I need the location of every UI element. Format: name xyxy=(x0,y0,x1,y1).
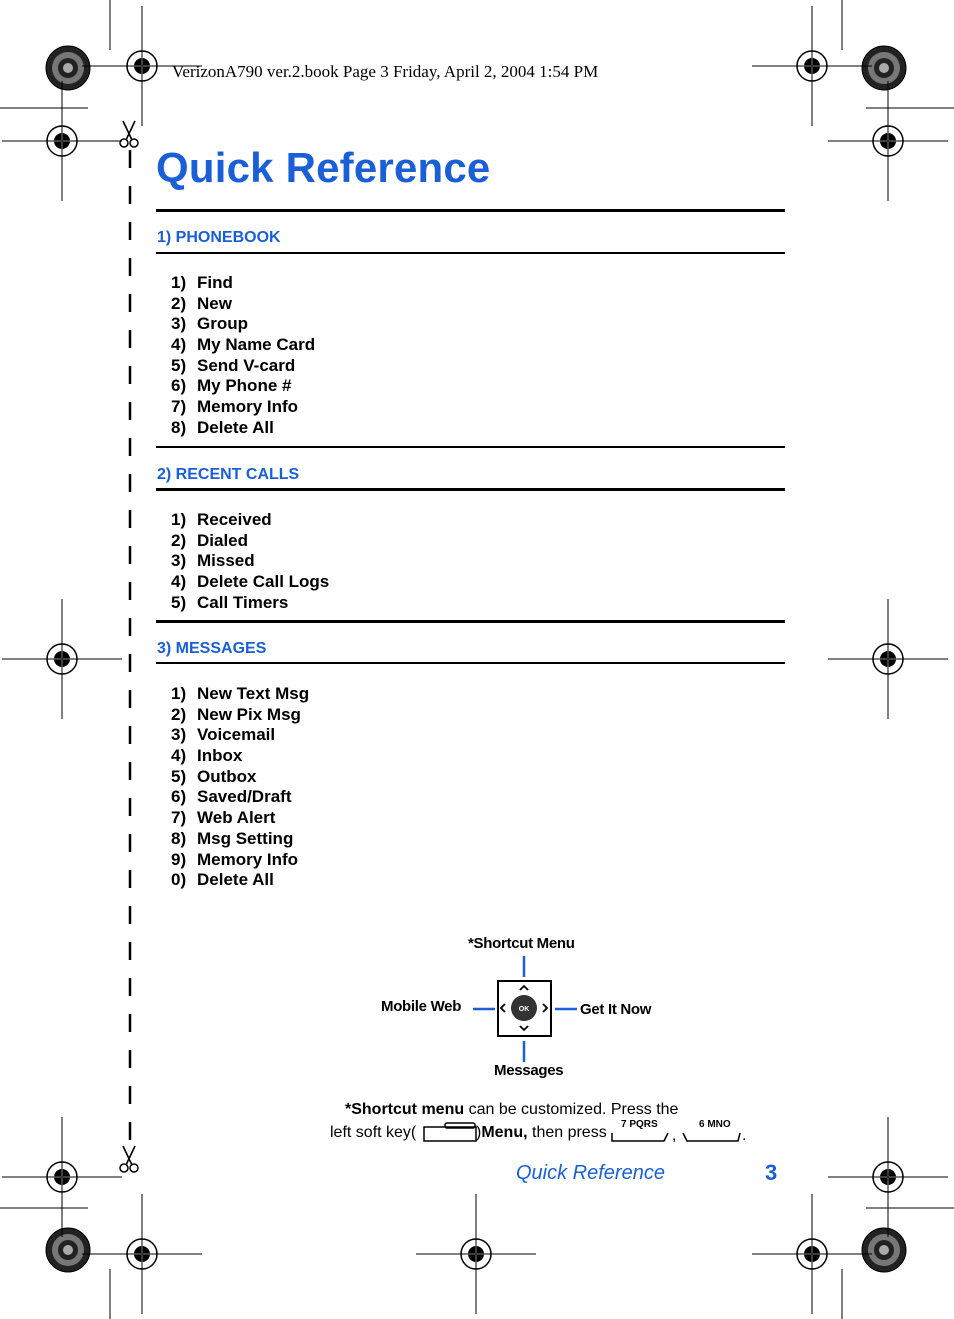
list-item: 4) Delete Call Logs xyxy=(171,572,330,592)
list-item: 2) Dialed xyxy=(171,530,249,550)
list-item: 9) Memory Info xyxy=(171,849,299,869)
mobile-web-label: Mobile Web xyxy=(381,998,462,1015)
list-item: 5) Outbox xyxy=(171,766,257,786)
list-item: 2) New Pix Msg xyxy=(171,704,301,724)
section-title-phonebook: 1) PHONEBOOK xyxy=(157,229,281,246)
shortcut-note-line2b: )Menu, then press xyxy=(476,1124,607,1141)
list-item: 5) Send V-card xyxy=(171,355,296,375)
list-item: 3) Missed xyxy=(171,551,255,571)
key-7-icon xyxy=(612,1133,668,1141)
navigation-key-diagram xyxy=(473,956,577,1062)
registration-mark-icon xyxy=(828,599,948,719)
list-item: 8) Msg Setting xyxy=(171,828,294,848)
registration-mark-icon xyxy=(752,6,872,126)
registration-mark-icon xyxy=(2,81,122,201)
registration-mark-icon xyxy=(416,1194,536,1314)
shortcut-note-line1: *Shortcut menu can be customized. Press the xyxy=(345,1101,679,1118)
list-item: 8) Delete All xyxy=(171,417,274,437)
key-7-label: 7 PQRS xyxy=(621,1119,658,1130)
registration-mark-icon xyxy=(828,81,948,201)
registration-mark-icon xyxy=(828,1117,948,1237)
starburst-target-icon xyxy=(862,46,906,90)
registration-mark-icon xyxy=(2,1117,122,1237)
list-item: 6) Saved/Draft xyxy=(171,787,292,807)
note-end: . xyxy=(742,1127,747,1144)
page-title: Quick Reference xyxy=(156,144,491,191)
section-title-messages: 3) MESSAGES xyxy=(157,640,267,657)
left-soft-key-icon xyxy=(424,1123,476,1141)
list-item: 4) Inbox xyxy=(171,746,243,766)
list-item: 1) Received xyxy=(171,510,272,529)
list-item: 2) New xyxy=(171,293,232,313)
list-item: 0) Delete All xyxy=(171,870,274,890)
shortcut-note-line2: left soft key( xyxy=(330,1124,417,1141)
list-item: 4) My Name Card xyxy=(171,335,316,355)
print-header: VerizonA790 ver.2.book Page 3 Friday, April 2, 2004 1:54 PM xyxy=(172,62,599,81)
footer-title: Quick Reference xyxy=(516,1162,665,1184)
list-item: 3) Group xyxy=(171,314,248,334)
list-item: 1) New Text Msg xyxy=(171,684,310,703)
starburst-target-icon xyxy=(46,46,90,90)
list-item: 3) Voicemail xyxy=(171,725,276,745)
list-item: 5) Call Timers xyxy=(171,592,289,612)
key-separator: , xyxy=(672,1127,677,1144)
scissors-icon xyxy=(120,1146,138,1172)
registration-mark-icon xyxy=(2,599,122,719)
scissors-icon xyxy=(120,121,138,147)
ok-key-icon xyxy=(511,995,537,1021)
list-item: 7) Web Alert xyxy=(171,808,276,828)
list-item: 7) Memory Info xyxy=(171,397,299,417)
registration-mark-icon xyxy=(82,1194,202,1314)
phonebook-menu-list xyxy=(171,273,315,439)
starburst-target-icon xyxy=(46,1228,90,1272)
shortcut-menu-label: *Shortcut Menu xyxy=(468,935,575,952)
starburst-target-icon xyxy=(862,1228,906,1272)
key-6-icon xyxy=(683,1133,740,1141)
list-item: 1) Find xyxy=(171,273,233,292)
svg-text:OK: OK xyxy=(518,1006,530,1013)
get-it-now-label: Get It Now xyxy=(580,1001,652,1018)
messages-label: Messages xyxy=(494,1062,564,1079)
key-6-label: 6 MNO xyxy=(699,1119,731,1130)
messages-menu-list xyxy=(171,684,309,891)
registration-mark-icon xyxy=(752,1194,872,1314)
recent-calls-menu-list xyxy=(171,510,329,613)
list-item: 6) My Phone # xyxy=(171,376,292,396)
page-number: 3 xyxy=(765,1160,778,1185)
section-title-recent-calls: 2) RECENT CALLS xyxy=(157,466,300,483)
